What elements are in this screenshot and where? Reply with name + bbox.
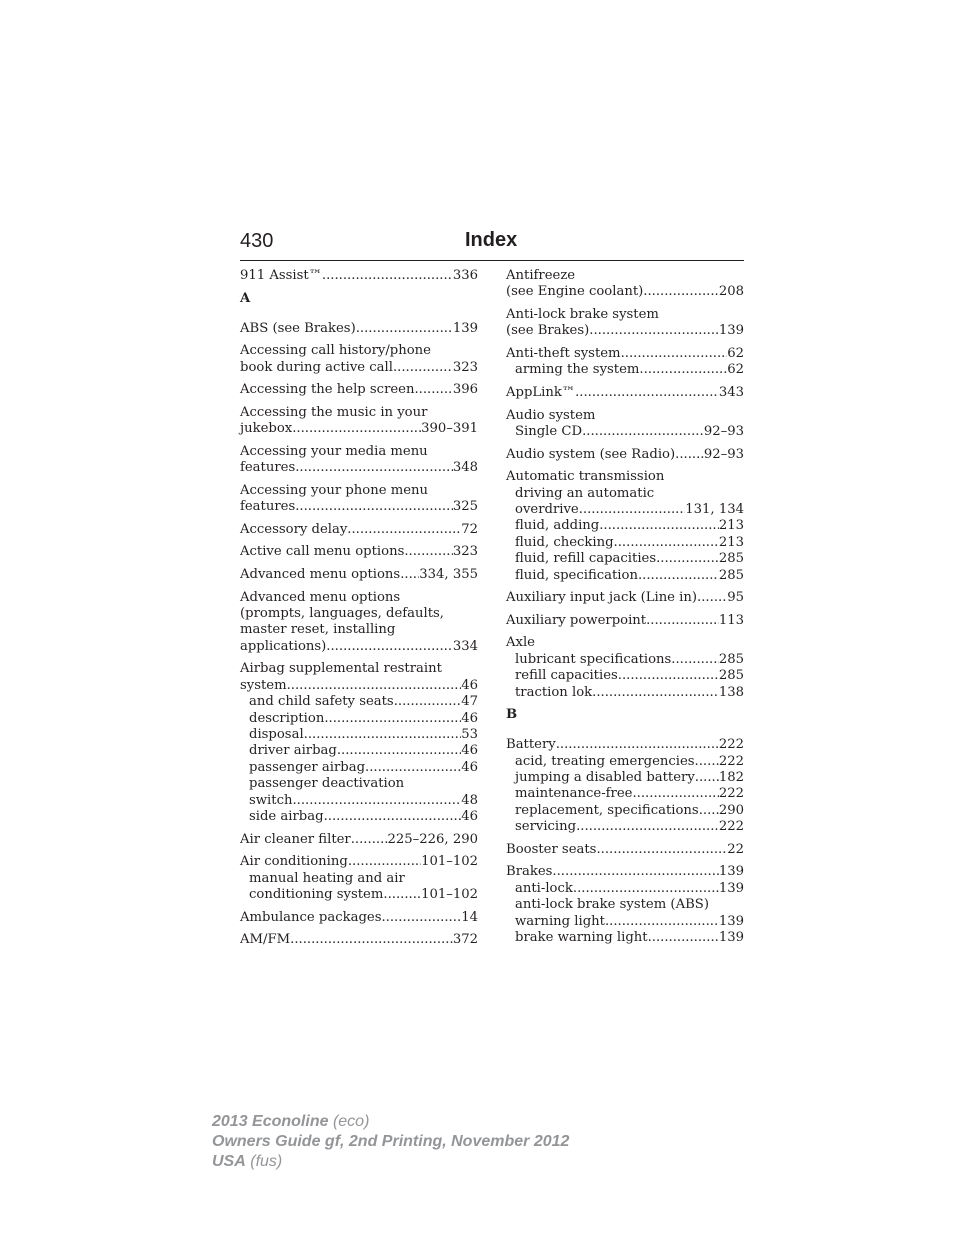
- index-term: Accessing the help screen: [240, 382, 415, 398]
- index-term: Accessing call history/phone: [240, 343, 431, 359]
- index-term: lubricant specifications: [515, 651, 672, 667]
- index-term: Auxiliary input jack (Line in): [506, 590, 698, 606]
- index-page-ref: 323: [452, 359, 478, 375]
- index-subentry-line: [506, 897, 744, 913]
- index-entry-line: [240, 405, 478, 421]
- dot-leader: [304, 727, 462, 743]
- index-page-ref: 323: [452, 544, 478, 560]
- index-entry: [240, 343, 478, 376]
- index-entry-line: [240, 678, 478, 694]
- index-subentry-line: [240, 776, 478, 792]
- dot-leader: [292, 421, 421, 437]
- dot-leader: [573, 881, 719, 897]
- index-subentry-line: [240, 887, 478, 903]
- index-term: Accessing your media menu: [240, 443, 428, 459]
- index-entry: [240, 321, 478, 337]
- page-header: [240, 228, 744, 261]
- index-entry-line: [506, 635, 744, 651]
- index-term: book during active call: [240, 359, 393, 375]
- index-page-ref: 113: [718, 612, 744, 628]
- index-entry-line: [240, 606, 478, 622]
- index-subentry-line: [506, 881, 744, 897]
- index-term: Automatic transmission: [506, 469, 665, 485]
- index-term: and child safety seats: [249, 694, 394, 710]
- index-page-ref: 285: [718, 651, 744, 667]
- index-entry-line: [240, 590, 478, 606]
- index-subentry-line: [240, 694, 478, 710]
- index-entry: [506, 268, 744, 301]
- index-term: Antifreeze: [506, 268, 576, 283]
- index-page-ref: 325: [452, 499, 478, 515]
- index-page-ref: 213: [718, 518, 744, 534]
- index-subentry-line: [240, 711, 478, 727]
- index-section-letter: B: [506, 707, 518, 723]
- index-subentry-line: [240, 793, 478, 809]
- index-term: (prompts, languages, defaults,: [240, 605, 444, 621]
- index-term: Airbag supplemental restraint: [240, 661, 442, 677]
- dot-leader: [699, 803, 719, 819]
- index-term: traction lok: [515, 684, 593, 700]
- index-subentry-line: [506, 930, 744, 946]
- dot-leader: [592, 685, 719, 701]
- index-page-ref: 182: [718, 770, 744, 786]
- index-term: fluid, refill capacities: [515, 551, 657, 567]
- index-term: Accessing your phone menu: [240, 482, 429, 498]
- index-subentry-line: [506, 551, 744, 567]
- index-entry-line: [240, 321, 478, 337]
- index-term: (see Brakes): [506, 323, 590, 339]
- index-subentry-line: [506, 652, 744, 668]
- index-page-ref: 343: [718, 385, 744, 400]
- dot-leader: [599, 518, 719, 534]
- dot-leader: [356, 321, 453, 337]
- index-term: jukebox: [240, 421, 293, 437]
- index-entry-line: [240, 382, 478, 398]
- index-entry-line: [240, 499, 478, 515]
- index-term: applications): [240, 638, 327, 654]
- index-subentry-line: [240, 760, 478, 776]
- index-page-ref: 92–93: [703, 446, 744, 462]
- index-term: AM/FM: [240, 932, 291, 948]
- index-entry-line: [506, 613, 744, 629]
- index-entry-line: [240, 639, 478, 655]
- dot-leader: [326, 639, 453, 655]
- index-page-ref: 222: [718, 819, 744, 835]
- index-entry-line: [240, 360, 478, 376]
- index-term: jumping a disabled battery: [515, 770, 695, 786]
- index-column-left: [240, 268, 478, 955]
- dot-leader: [643, 284, 719, 300]
- index-term: side airbag: [249, 809, 324, 825]
- index-entry-line: [240, 444, 478, 460]
- index-term: Brakes: [506, 864, 553, 880]
- index-term: Accessory delay: [240, 521, 348, 537]
- index-entry: [240, 483, 478, 516]
- index-subentry-line: [506, 568, 744, 584]
- index-page-ref: 139: [718, 864, 744, 880]
- index-entry-line: [240, 932, 478, 948]
- dot-leader: [695, 754, 719, 770]
- index-term: features: [240, 499, 296, 515]
- index-subentry-line: [240, 727, 478, 743]
- index-term: Anti-lock brake system: [506, 307, 659, 322]
- index-term: Advanced menu options: [240, 589, 401, 605]
- index-entry-line: [240, 567, 478, 583]
- index-entry-line: [240, 622, 478, 638]
- index-entry: [240, 522, 478, 538]
- dot-leader: [632, 786, 718, 802]
- index-page-ref: 396: [452, 382, 478, 398]
- footer-region: USA: [212, 1153, 246, 1170]
- index-entry-line: [240, 268, 478, 284]
- index-term: servicing: [515, 819, 577, 835]
- index-page-ref: 222: [718, 753, 744, 769]
- index-entry: [240, 382, 478, 398]
- index-entry-line: [506, 408, 744, 424]
- index-entry: [240, 832, 478, 848]
- index-column-right: [506, 268, 744, 953]
- index-entry-line: [240, 343, 478, 359]
- index-page-ref: 334: [452, 638, 478, 654]
- index-page-ref: 285: [718, 668, 744, 684]
- index-entry-line: [240, 661, 478, 677]
- index-term: passenger deactivation: [249, 776, 405, 792]
- index-page-ref: 46: [461, 743, 478, 759]
- dot-leader: [579, 502, 686, 518]
- index-page-ref: 62: [727, 362, 744, 378]
- index-term: Axle: [506, 635, 535, 651]
- dot-leader: [695, 770, 719, 786]
- index-entry-line: [506, 864, 744, 880]
- index-term: (see Engine coolant): [506, 284, 644, 300]
- index-entry-line: [240, 832, 478, 848]
- dot-leader: [618, 668, 719, 684]
- index-page-ref: 62: [727, 346, 744, 361]
- index-entry: [240, 444, 478, 477]
- index-page-ref: 139: [718, 913, 744, 929]
- index-subentry-line: [506, 914, 744, 930]
- index-entry: [240, 544, 478, 560]
- index-term: anti-lock brake system (ABS): [515, 897, 709, 913]
- index-page-ref: 101–102: [421, 854, 478, 870]
- index-entry: [506, 346, 744, 379]
- index-page-ref: 22: [727, 841, 744, 857]
- index-entry-line: [240, 910, 478, 926]
- index-page-ref: 138: [718, 684, 744, 700]
- index-entry: [506, 590, 744, 606]
- dot-leader: [589, 323, 719, 339]
- index-page-ref: 285: [718, 551, 744, 567]
- index-term: Accessing the music in your: [240, 404, 428, 420]
- index-entry-line: [240, 460, 478, 476]
- index-term: 911 Assist™: [240, 268, 322, 283]
- index-entry-line: [506, 307, 744, 323]
- index-term: Ambulance packages: [240, 909, 382, 925]
- index-term: fluid, checking: [515, 534, 614, 550]
- dot-leader: [287, 678, 462, 694]
- index-entry: [506, 635, 744, 701]
- dot-leader: [365, 760, 461, 776]
- dot-leader: [292, 793, 461, 809]
- index-term: switch: [249, 792, 293, 808]
- index-term: driver airbag: [249, 743, 337, 759]
- dot-leader: [675, 447, 704, 463]
- dot-leader: [324, 711, 461, 727]
- index-entry-line: [240, 421, 478, 437]
- dot-leader: [404, 544, 452, 560]
- index-subentry-line: [506, 685, 744, 701]
- index-term: fluid, specification: [515, 567, 638, 583]
- dot-leader: [383, 887, 421, 903]
- dot-leader: [614, 535, 719, 551]
- dot-leader: [394, 694, 462, 710]
- index-page-ref: 131, 134: [685, 502, 744, 517]
- index-entry-line: [240, 854, 478, 870]
- dot-leader: [393, 360, 453, 376]
- dot-leader: [290, 932, 453, 948]
- index-subentry-line: [240, 871, 478, 887]
- dot-leader: [576, 819, 719, 835]
- index-subentry-line: [240, 809, 478, 825]
- index-term: disposal: [249, 727, 304, 742]
- index-page-ref: 139: [718, 930, 744, 946]
- index-term: Air cleaner filter: [240, 831, 351, 847]
- index-term: passenger airbag: [249, 759, 366, 775]
- dot-leader: [347, 522, 461, 538]
- index-page-ref: 101–102: [421, 887, 478, 903]
- index-term: Audio system: [506, 407, 596, 423]
- dot-leader: [605, 914, 719, 930]
- dot-leader: [348, 854, 421, 870]
- index-term: features: [240, 460, 296, 476]
- page-number: 430: [240, 230, 274, 252]
- index-term: driving an automatic: [515, 485, 655, 501]
- footer-guide: Owners Guide gf, 2nd Printing, November 2012: [212, 1133, 570, 1150]
- index-page-ref: 46: [461, 809, 478, 825]
- index-entry: [506, 613, 744, 629]
- index-term: refill capacities: [515, 668, 618, 684]
- index-term: Single CD: [515, 424, 583, 439]
- index-term: Battery: [506, 737, 556, 753]
- dot-leader: [671, 652, 719, 668]
- index-term: maintenance-free: [515, 786, 633, 802]
- footer-model: 2013 Econoline: [212, 1113, 329, 1130]
- index-entry-line: [240, 544, 478, 560]
- index-entry-line: [240, 522, 478, 538]
- index-page-ref: 92–93: [703, 424, 744, 439]
- index-subentry-line: [506, 502, 744, 518]
- index-subentry-line: [506, 668, 744, 684]
- index-entry: [506, 385, 744, 401]
- index-entry-line: [506, 469, 744, 485]
- index-entry-line: [506, 346, 744, 362]
- index-term: description: [249, 710, 325, 726]
- dot-leader: [697, 590, 727, 606]
- index-term: system: [240, 677, 287, 693]
- index-term: overdrive: [515, 502, 579, 517]
- page-title: Index: [465, 229, 518, 251]
- footer-model-line: [212, 1112, 569, 1132]
- dot-leader: [575, 385, 719, 401]
- dot-leader: [556, 737, 719, 753]
- footer-region-code: (fus): [250, 1153, 283, 1170]
- footer-region-line: [212, 1152, 569, 1172]
- index-entry: [240, 661, 478, 825]
- dot-leader: [414, 382, 452, 398]
- dot-leader: [552, 864, 718, 880]
- index-term: conditioning system: [249, 887, 384, 903]
- index-page-ref: 390–391: [421, 421, 478, 437]
- index-subentry-line: [506, 362, 744, 378]
- index-page-ref: 139: [452, 320, 478, 336]
- index-entry: [506, 447, 744, 463]
- index-entry: [240, 932, 478, 948]
- index-entry: [240, 590, 478, 656]
- index-entry: [240, 854, 478, 903]
- index-page-ref: 348: [452, 460, 478, 476]
- index-term: Advanced menu options: [240, 566, 401, 582]
- index-subentry-line: [506, 535, 744, 551]
- index-page-ref: 72: [461, 521, 478, 537]
- index-term: Air conditioning: [240, 854, 348, 870]
- dot-leader: [400, 567, 419, 583]
- index-entry-line: [506, 447, 744, 463]
- index-page-ref: 46: [461, 710, 478, 726]
- index-term: AppLink™: [506, 385, 576, 400]
- index-page-ref: 139: [718, 880, 744, 896]
- dot-leader: [295, 499, 453, 515]
- index-entry-line: [506, 737, 744, 753]
- dot-leader: [324, 809, 462, 825]
- index-page-ref: 46: [461, 677, 478, 693]
- dot-leader: [596, 842, 727, 858]
- index-page-ref: 222: [718, 786, 744, 802]
- index-term: warning light: [515, 913, 605, 929]
- index-entry-line: [506, 385, 744, 401]
- dot-leader: [295, 460, 453, 476]
- index-page-ref: 48: [461, 792, 478, 808]
- index-subentry-line: [240, 743, 478, 759]
- index-term: Auxiliary powerpoint: [506, 612, 647, 628]
- index-entry: [506, 864, 744, 946]
- index-term: Active call menu options: [240, 544, 405, 560]
- index-page-ref: 222: [718, 737, 744, 753]
- index-term: ABS (see Brakes): [240, 320, 356, 336]
- index-subentry-line: [506, 803, 744, 819]
- index-term: fluid, adding: [515, 518, 600, 534]
- index-subentry-line: [506, 786, 744, 802]
- index-page-ref: 213: [718, 534, 744, 550]
- index-page-ref: 290: [718, 802, 744, 818]
- index-subentry-line: [506, 518, 744, 534]
- dot-leader: [351, 832, 388, 848]
- index-entry: [240, 910, 478, 926]
- index-subentry-line: [506, 754, 744, 770]
- index-entry-line: [506, 590, 744, 606]
- index-section-letter: A: [240, 290, 251, 306]
- index-term: replacement, specifications: [515, 802, 699, 818]
- dot-leader: [648, 930, 719, 946]
- footer-model-code: (eco): [332, 1113, 370, 1130]
- index-term: acid, treating emergencies: [515, 753, 695, 769]
- dot-leader: [639, 362, 727, 378]
- index-term: brake warning light: [515, 930, 648, 946]
- index-page-ref: 95: [727, 590, 744, 606]
- index-term: arming the system: [515, 362, 640, 378]
- index-term: Anti-theft system: [506, 346, 621, 361]
- index-subentry-line: [506, 819, 744, 835]
- index-entry: [506, 842, 744, 858]
- index-term: master reset, installing: [240, 622, 396, 638]
- page-footer: [212, 1112, 569, 1172]
- dot-leader: [638, 568, 719, 584]
- dot-leader: [337, 743, 461, 759]
- index-entry-line: [506, 268, 744, 284]
- index-entry: [506, 737, 744, 835]
- dot-leader: [381, 910, 461, 926]
- index-page-ref: 46: [461, 759, 478, 775]
- index-page-ref: 334, 355: [419, 566, 478, 582]
- index-entry-line: [240, 483, 478, 499]
- index-page-ref: 285: [718, 567, 744, 583]
- index-term: Audio system (see Radio): [506, 446, 676, 462]
- index-term: anti-lock: [515, 880, 573, 896]
- index-entry: [240, 567, 478, 583]
- index-entry: [506, 408, 744, 441]
- index-page-ref: 14: [461, 909, 478, 925]
- index-page-ref: 372: [452, 932, 478, 948]
- index-page-ref: 208: [718, 284, 744, 300]
- index-entry: [240, 268, 478, 284]
- index-term: manual heating and air: [249, 870, 405, 886]
- index-entry-line: [506, 284, 744, 300]
- index-page-ref: 336: [452, 268, 478, 283]
- footer-guide-line: [212, 1132, 569, 1152]
- index-page-ref: 225–226, 290: [387, 831, 478, 847]
- index-entry-line: [506, 323, 744, 339]
- index-page-ref: 139: [718, 323, 744, 339]
- index-entry-line: [506, 842, 744, 858]
- index-page-ref: 47: [461, 694, 478, 710]
- index-entry: [506, 469, 744, 584]
- index-subentry-line: [506, 770, 744, 786]
- index-subentry-line: [506, 424, 744, 440]
- dot-leader: [582, 424, 704, 440]
- dot-leader: [656, 551, 719, 567]
- dot-leader: [646, 613, 719, 629]
- dot-leader: [621, 346, 728, 362]
- dot-leader: [322, 268, 453, 284]
- index-page-ref: 53: [461, 727, 478, 742]
- index-entry: [240, 405, 478, 438]
- index-subentry-line: [506, 486, 744, 502]
- index-term: Booster seats: [506, 841, 597, 857]
- index-entry: [506, 307, 744, 340]
